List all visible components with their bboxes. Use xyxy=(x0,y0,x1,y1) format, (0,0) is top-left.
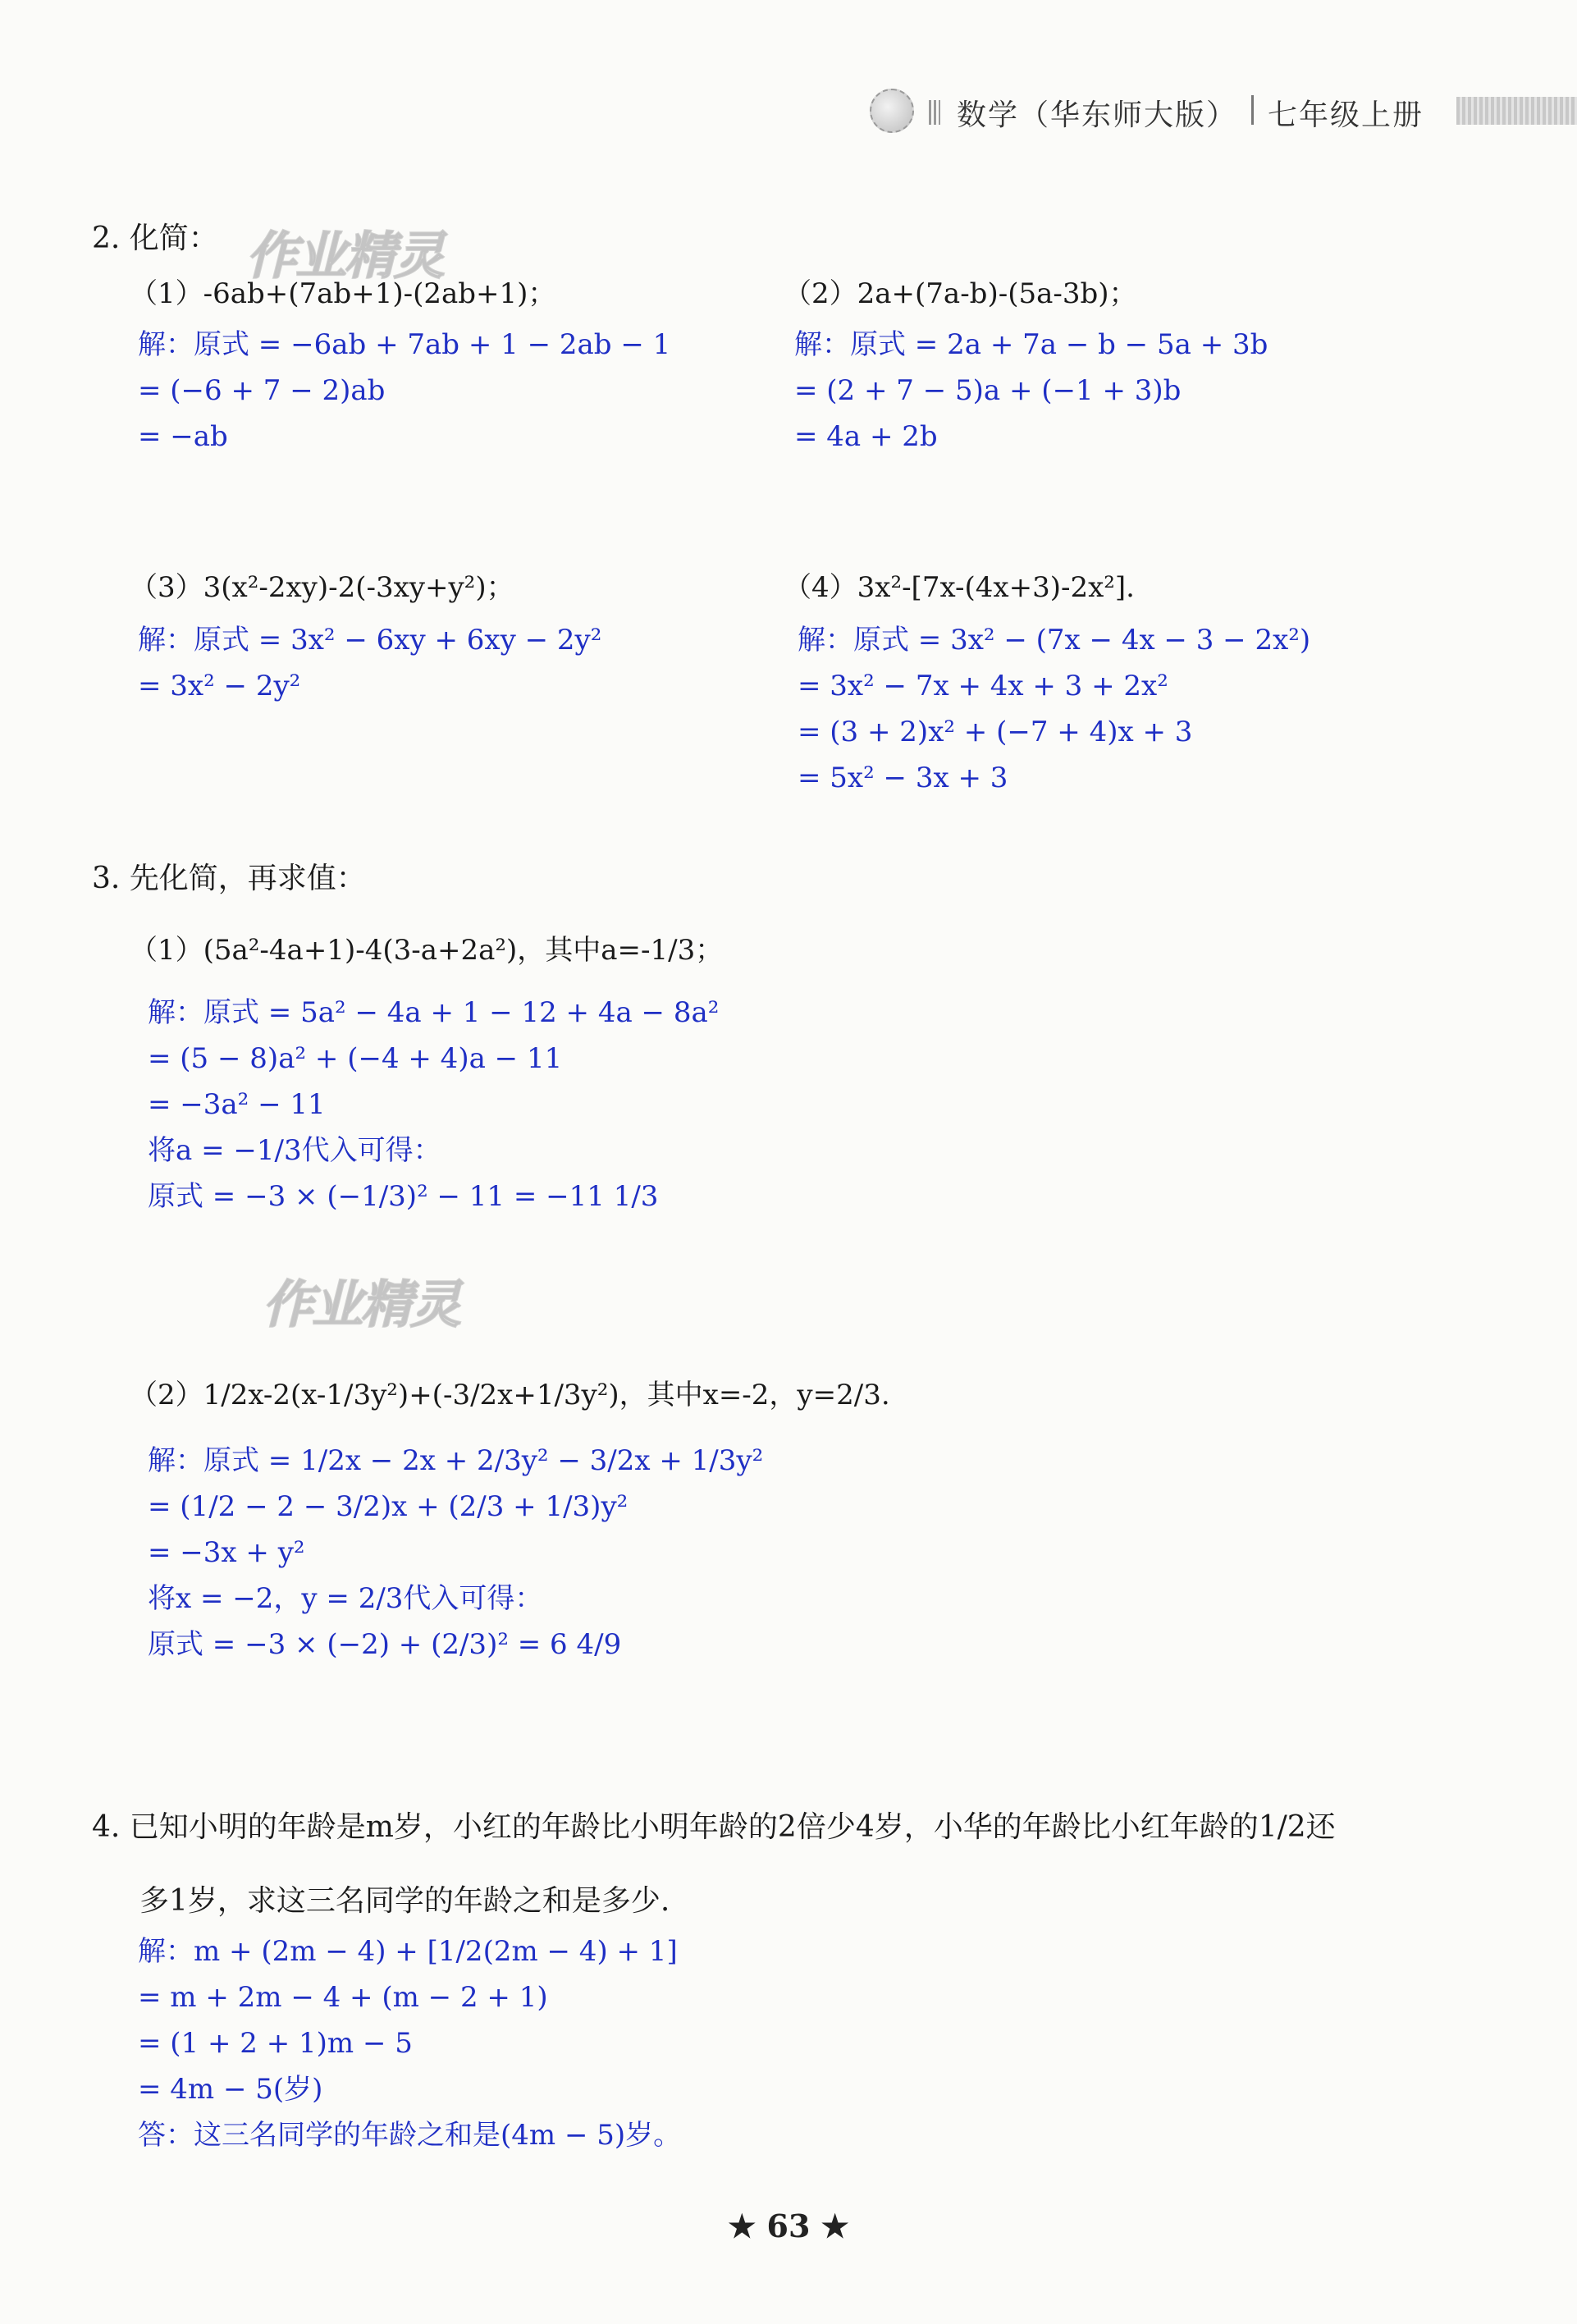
answer-line: = 3x² − 2y² xyxy=(138,670,301,702)
q3-part2-answer xyxy=(148,1438,763,1668)
page-number: ★ 63 ★ xyxy=(728,2207,849,2244)
q2-part4-problem: （4）3x²-[7x-(4x+3)-2x²]. xyxy=(784,571,1135,604)
question-4-line1: 4. 已知小明的年龄是m岁，小红的年龄比小明年龄的2倍少4岁，小华的年龄比小红年龄的1/2还 xyxy=(92,1810,1336,1844)
answer-line: = 3x² − 7x + 4x + 3 + 2x² xyxy=(798,670,1168,702)
question-3-title: 3. 先化简，再求值： xyxy=(92,862,366,895)
answer-line: 解：原式 = 5a² − 4a + 1 − 12 + 4a − 8a² xyxy=(148,996,720,1029)
q3-part2-problem: （2）1/2x-2(x-1/3y²)+(-3/2x+1/3y²)，其中x=-2，y=2/3. xyxy=(130,1379,890,1411)
watermark: 作业精灵 xyxy=(263,1274,460,1334)
answer-line: = (1/2 − 2 − 3/2)x + (2/3 + 1/3)y² xyxy=(148,1490,629,1523)
answer-line: = 4a + 2b xyxy=(794,420,938,453)
q4-answer xyxy=(138,1928,681,2158)
q3-part1-answer xyxy=(148,990,719,1219)
header-divider xyxy=(1251,95,1254,125)
header-stripe xyxy=(1456,97,1577,125)
q2-part4-answer xyxy=(798,617,1310,801)
answer-line: 答：这三名同学的年龄之和是(4m − 5)岁。 xyxy=(138,2119,682,2152)
answer-line: = (−6 + 7 − 2)ab xyxy=(138,374,386,407)
answer-line: = −3x + y² xyxy=(148,1536,305,1569)
q2-part1-problem: （1）-6ab+(7ab+1)-(2ab+1)； xyxy=(130,277,556,310)
q2-part3-answer xyxy=(138,617,601,709)
answer-line: = −3a² − 11 xyxy=(148,1088,326,1121)
answer-line: 将a = −1/3代入可得： xyxy=(148,1134,441,1167)
answer-line: = (5 − 8)a² + (−4 + 4)a − 11 xyxy=(148,1042,563,1075)
answer-line: 解：原式 = −6ab + 7ab + 1 − 2ab − 1 xyxy=(138,328,671,361)
sun-logo-icon xyxy=(870,89,914,133)
book-title: 数学（华东师大版） xyxy=(957,98,1238,132)
answer-line: = m + 2m − 4 + (m − 2 + 1) xyxy=(138,1981,548,2014)
answer-line: 原式 = −3 × (−2) + (2/3)² = 6 4/9 xyxy=(148,1628,622,1661)
answer-line: 解：原式 = 3x² − (7x − 4x − 3 − 2x²) xyxy=(798,624,1311,656)
answer-line: 解：原式 = 3x² − 6xy + 6xy − 2y² xyxy=(138,624,602,656)
answer-line: = 4m − 5(岁) xyxy=(138,2073,323,2106)
answer-line: 原式 = −3 × (−1/3)² − 11 = −11 1/3 xyxy=(148,1180,659,1213)
answer-line: = (1 + 2 + 1)m − 5 xyxy=(138,2027,413,2060)
answer-line: = (3 + 2)x² + (−7 + 4)x + 3 xyxy=(798,716,1193,748)
q2-part1-answer xyxy=(138,322,670,460)
question-4-line2: 多1岁，求这三名同学的年龄之和是多少. xyxy=(139,1884,670,1918)
page-header xyxy=(853,82,1577,140)
q2-part3-problem: （3）3(x²-2xy)-2(-3xy+y²)； xyxy=(130,571,514,604)
q3-part1-problem: （1）(5a²-4a+1)-4(3-a+2a²)，其中a=-1/3； xyxy=(130,934,724,967)
answer-line: 解：原式 = 2a + 7a − b − 5a + 3b xyxy=(794,328,1268,361)
answer-line: = (2 + 7 − 5)a + (−1 + 3)b xyxy=(794,374,1182,407)
watermark: 作业精灵 xyxy=(246,226,444,286)
question-2-title: 2. 化简： xyxy=(92,222,218,255)
answer-line: = −ab xyxy=(138,420,228,453)
answer-line: 解：m + (2m − 4) + [1/2(2m − 4) + 1] xyxy=(138,1935,678,1968)
q2-part2-answer xyxy=(794,322,1268,460)
answer-line: = 5x² − 3x + 3 xyxy=(798,762,1008,794)
divider-bars xyxy=(929,100,940,125)
q2-part2-problem: （2）2a+(7a-b)-(5a-3b)； xyxy=(784,277,1137,310)
answer-line: 将x = −2，y = 2/3代入可得： xyxy=(148,1582,543,1615)
answer-line: 解：原式 = 1/2x − 2x + 2/3y² − 3/2x + 1/3y² xyxy=(148,1444,764,1477)
grade-label: 七年级上册 xyxy=(1268,98,1424,132)
